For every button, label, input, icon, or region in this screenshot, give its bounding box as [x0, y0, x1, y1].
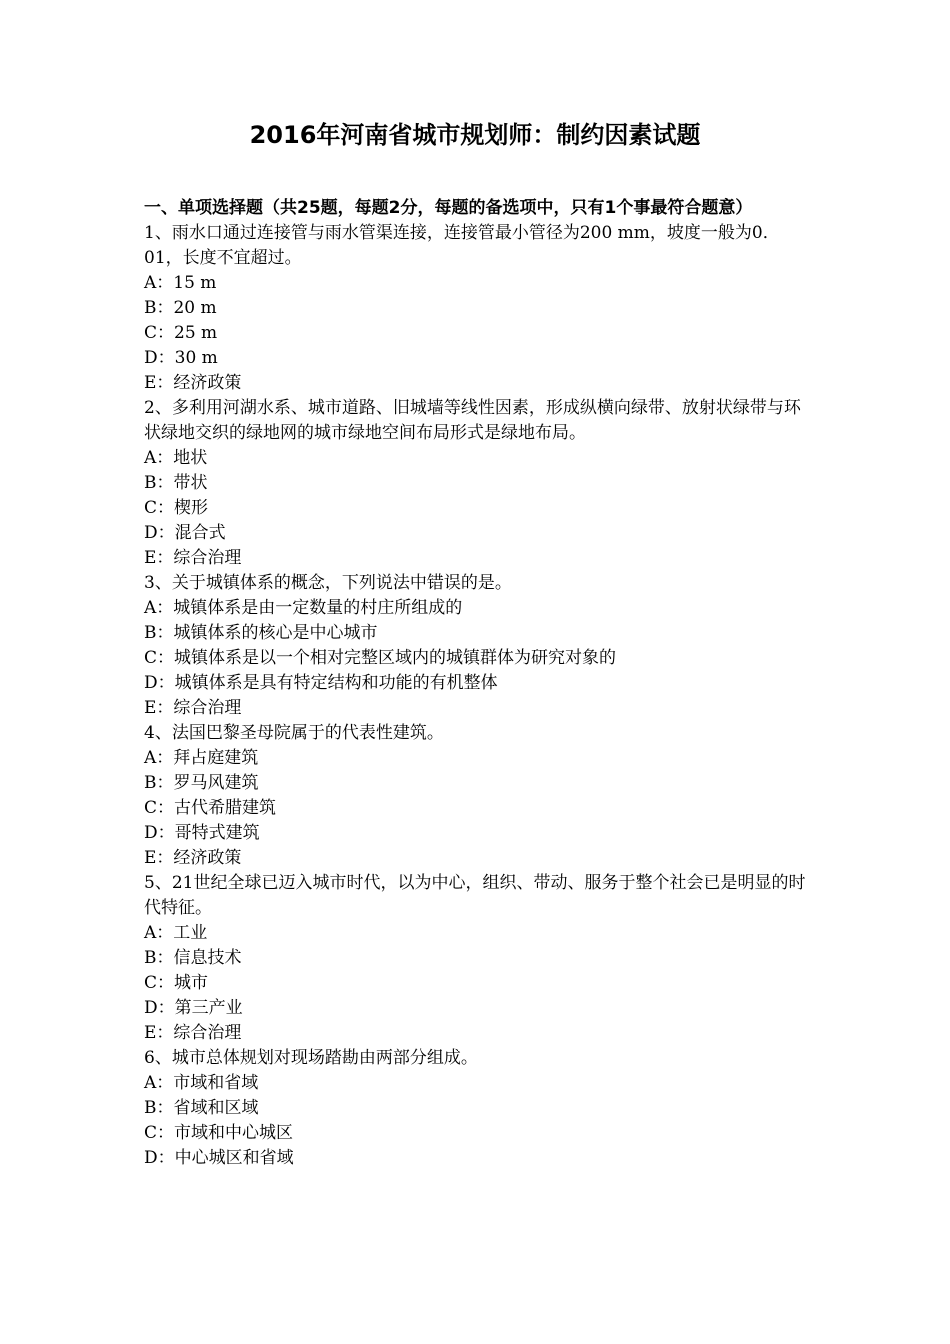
option-c: C：城市 — [144, 973, 209, 993]
option-d: D：混合式 — [144, 523, 226, 543]
question-6 — [144, 1046, 814, 1171]
option-e: E：经济政策 — [144, 373, 242, 393]
option-b: B：带状 — [144, 473, 208, 493]
question-4 — [144, 721, 814, 871]
option-c: C：城镇体系是以一个相对完整区域内的城镇群体为研究对象的 — [144, 648, 617, 668]
question-2 — [144, 396, 814, 571]
document-title: 2016年河南省城市规划师：制约因素试题 — [249, 121, 701, 149]
option-e: E：综合治理 — [144, 548, 242, 568]
option-a: A：城镇体系是由一定数量的村庄所组成的 — [144, 598, 463, 618]
question-3 — [144, 571, 814, 721]
question-stem: 1、雨水口通过连接管与雨水管渠连接，连接管最小管径为200 mm，坡度一般为0．01，长度不宜超过。 — [144, 223, 780, 268]
option-a: A：15 m — [144, 273, 217, 293]
option-a: A：地状 — [144, 448, 208, 468]
question-5 — [144, 871, 814, 1046]
option-e: E：综合治理 — [144, 1023, 242, 1043]
option-b: B：罗马风建筑 — [144, 773, 259, 793]
option-a: A：工业 — [144, 923, 208, 943]
option-b: B：城镇体系的核心是中心城市 — [144, 623, 378, 643]
option-d: D：城镇体系是具有特定结构和功能的有机整体 — [144, 673, 498, 693]
option-c: C：25 m — [144, 323, 218, 343]
option-e: E：综合治理 — [144, 698, 242, 718]
option-b: B：20 m — [144, 298, 217, 318]
option-c: C：古代希腊建筑 — [144, 798, 277, 818]
question-stem: 5、21世纪全球已迈入城市时代，以为中心，组织、带动、服务于整个社会已是明显的时代特征。 — [144, 873, 806, 918]
option-d: D：30 m — [144, 348, 218, 368]
section-header: 一、单项选择题（共25题，每题2分，每题的备选项中，只有1个事最符合题意） — [144, 198, 753, 218]
question-stem: 4、法国巴黎圣母院属于的代表性建筑。 — [144, 723, 444, 743]
option-a: A：市域和省域 — [144, 1073, 259, 1093]
option-b: B：省域和区域 — [144, 1098, 259, 1118]
option-e: E：经济政策 — [144, 848, 242, 868]
option-d: D：中心城区和省域 — [144, 1148, 294, 1168]
option-c: C：楔形 — [144, 498, 209, 518]
option-a: A：拜占庭建筑 — [144, 748, 259, 768]
option-b: B：信息技术 — [144, 948, 242, 968]
option-c: C：市域和中心城区 — [144, 1123, 294, 1143]
option-d: D：第三产业 — [144, 998, 243, 1018]
question-stem: 6、城市总体规划对现场踏勘由两部分组成。 — [144, 1048, 478, 1068]
option-d: D：哥特式建筑 — [144, 823, 260, 843]
question-1 — [144, 221, 814, 396]
document-body — [144, 196, 814, 1171]
question-stem: 2、多利用河湖水系、城市道路、旧城墙等线性因素，形成纵横向绿带、放射状绿带与环状绿地交织的绿地网的城市绿地空间布局形式是绿地布局。 — [144, 398, 801, 443]
question-stem: 3、关于城镇体系的概念，下列说法中错误的是。 — [144, 573, 512, 593]
